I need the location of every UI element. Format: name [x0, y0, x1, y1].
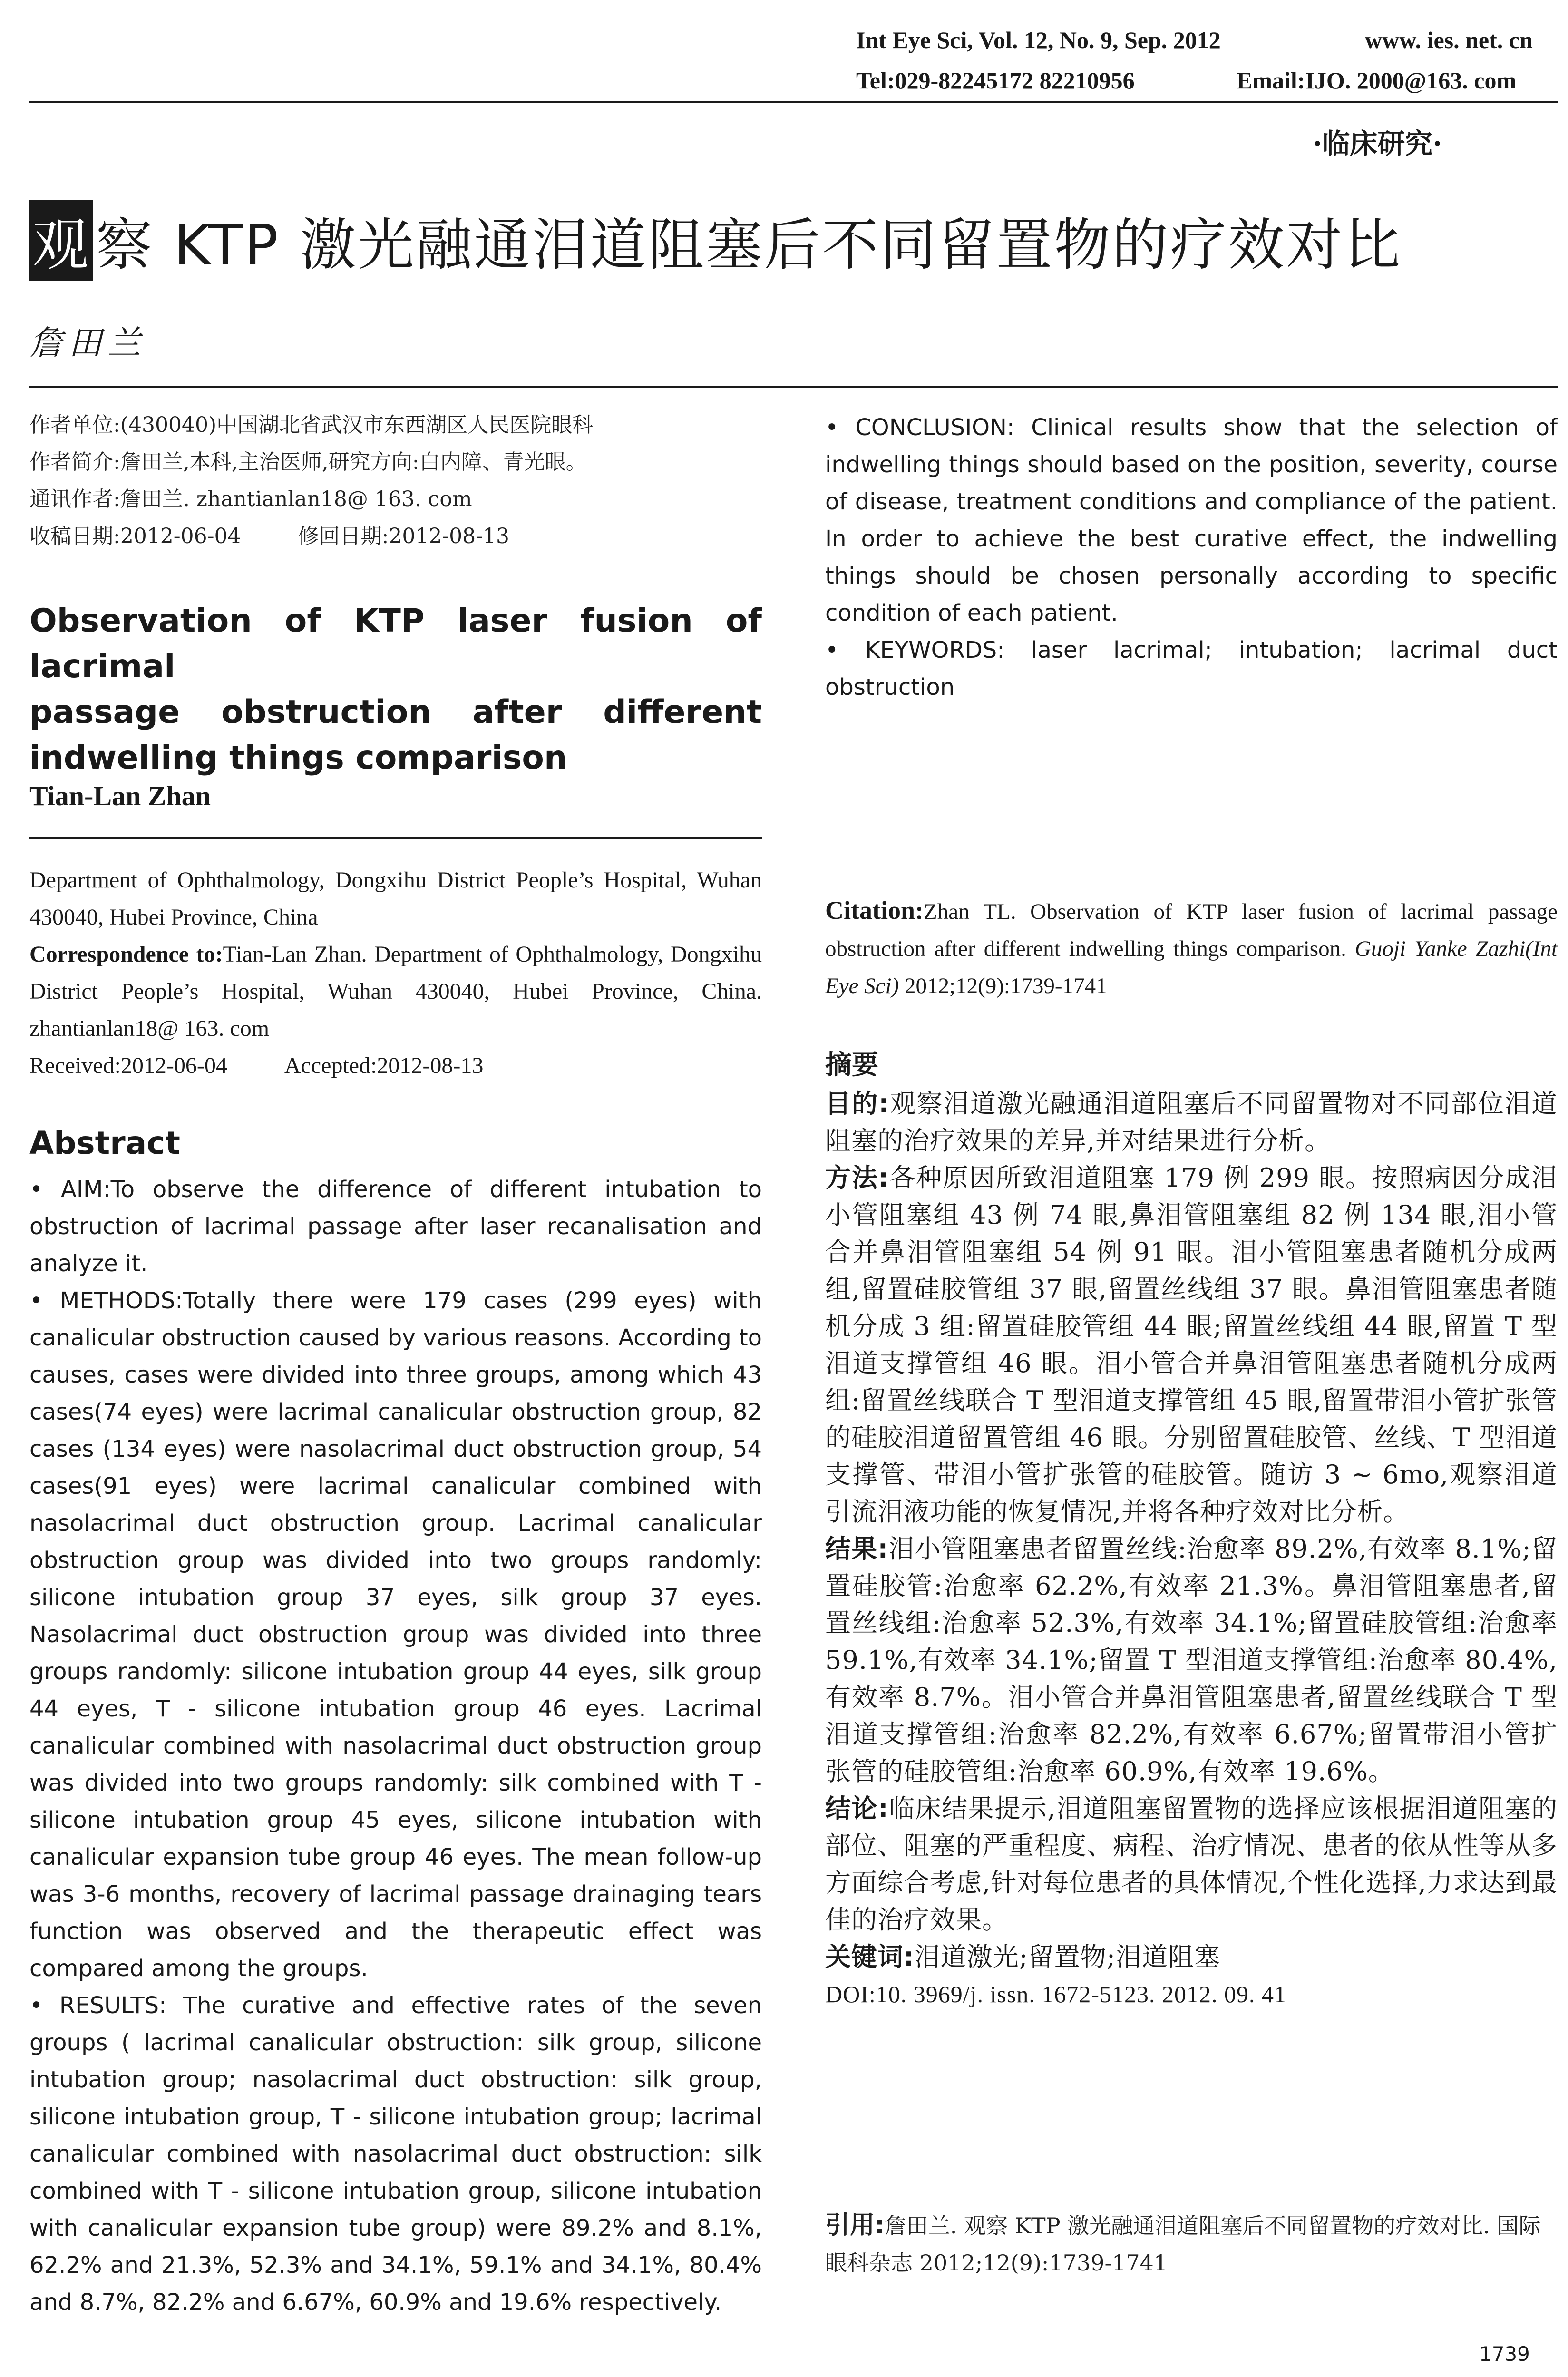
- abstract-cn-heading: 摘要: [825, 1050, 878, 1081]
- keywords-label: 关键词:: [825, 1942, 915, 1972]
- abstract-aim: • AIM:To observe the difference of different intubation to obstruction of lacrimal passage after laser recanalisation and analyze it.: [29, 1176, 762, 1277]
- methods-text: 各种原因所致泪道阻塞 179 例 299 眼。按照病因分成泪小管阻塞组 43 例 74 眼,鼻泪管阻塞组 82 例 134 眼,泪小管合并鼻泪管阻塞组 54 例 91 眼。泪小管阻塞患者随机分成两组,留置硅胶管组 37 眼,留置丝线组 37 眼。鼻泪管阻塞患者随机分成 3 组:留置硅胶管组 44 眼;留置丝线组 44 眼,留置 T 型泪道支撑管组 46 眼。泪小管合并鼻泪管阻塞患者随机分成两组:留置丝线联合 T 型泪道支撑管组 45 眼,留置带泪小管扩张管的硅胶泪道留置管组 46 眼。分别留置硅胶管、丝线、T 型泪道支撑管、带泪小管扩张管的硅胶管。随访 3 ~ 6mo,观察泪道引流泪液功能的恢复情况,并将各种疗效对比分析。: [825, 1163, 1558, 1527]
- abstract-keywords: • KEYWORDS: laser lacrimal; intubation; lacrimal duct obstruction: [825, 637, 1558, 701]
- section-label: ·临床研究·: [1313, 127, 1442, 160]
- received-accepted: [29, 1047, 762, 1084]
- abstract-cn-keywords: [825, 1939, 1558, 1976]
- english-title: [29, 598, 762, 781]
- received-date-cn: 收稿日期:2012-06-04: [29, 524, 241, 548]
- received-date: Received:2012-06-04: [29, 1053, 227, 1078]
- abstract-heading: Abstract: [29, 1125, 180, 1161]
- accepted-date: Accepted:2012-08-13: [284, 1053, 484, 1078]
- abstract-cn-purpose: [825, 1085, 1558, 1159]
- title-first-char: 观: [29, 200, 93, 281]
- correspondence-label: Correspondence to:: [29, 942, 223, 967]
- results-text: 泪小管阻塞患者留置丝线:治愈率 89.2%,有效率 8.1%;留置硅胶管:治愈率 62.2%,有效率 21.3%。鼻泪管阻塞患者,留置丝线组:治愈率 52.3%,有效率 34.1%;留置硅胶管组:治愈率 59.1%,有效率 34.1%;留置 T 型泪道支撑管组:治愈率 80.4%,有效率 8.7%。泪小管合并鼻泪管阻塞患者,留置丝线联合 T 型泪道支撑管组:治愈率 82.2%,有效率 6.67%;留置带泪小管扩张管的硅胶管组:治愈率 60.9%,有效率 19.6%。: [825, 1534, 1558, 1786]
- results-label: 结果:: [825, 1534, 889, 1564]
- journal-tel: Tel:029-82245172 82210956: [856, 67, 1135, 94]
- keywords-text: 泪道激光;留置物;泪道阻塞: [914, 1942, 1220, 1972]
- purpose-label: 目的:: [825, 1089, 889, 1119]
- citation-ref: 2012;12(9):1739-1741: [899, 974, 1107, 998]
- abstract-conclusion: • CONCLUSION: Clinical results show that the selection of indwelling things should based on the position, severity, course of disease, treatment conditions and compliance of the patient. In order to achieve the best curative effect, the indwelling things should be chosen personally according to specific condition of each patient.: [825, 414, 1558, 626]
- correspondence: [29, 936, 762, 1047]
- revised-date-cn: 修回日期:2012-08-13: [298, 524, 510, 548]
- title-rest: 察 KTP 激光融通泪道阻塞后不同留置物的疗效对比: [96, 212, 1402, 278]
- conclusion-label: 结论:: [825, 1793, 889, 1823]
- abstract-left: [29, 1171, 762, 2321]
- citation-label: Citation:: [825, 896, 924, 925]
- english-title-line: Observation of KTP laser fusion of lacrimal: [29, 602, 762, 685]
- english-title-line: passage obstruction after different: [29, 693, 762, 731]
- methods-label: 方法:: [825, 1163, 889, 1193]
- author-contact: 通讯作者:詹田兰. zhantianlan18@ 163. com: [29, 487, 472, 511]
- author-dates: [29, 518, 762, 555]
- journal-email: Email:IJO. 2000@163. com: [1237, 67, 1517, 94]
- page-number: 1739: [1479, 2342, 1530, 2366]
- affiliation-rule: [29, 837, 762, 839]
- english-title-line: indwelling things comparison: [29, 739, 567, 777]
- abstract-cn-doi: DOI:10. 3969/j. issn. 1672-5123. 2012. 09. 41: [825, 1981, 1286, 2007]
- citation-cn-label: 引用:: [825, 2211, 885, 2240]
- citation-journal: Guoji Yanke Zazhi(Int Eye Sci): [825, 936, 1558, 998]
- author-rule: [29, 386, 1558, 388]
- author-bio: 作者简介:詹田兰,本科,主治医师,研究方向:白内障、青光眼。: [29, 450, 587, 474]
- abstract-cn-conclusion: [825, 1790, 1558, 1939]
- abstract-right: [825, 409, 1558, 706]
- citation-en: [825, 892, 1558, 1004]
- author-name-cn: 詹田兰: [29, 323, 146, 362]
- affiliation-block: [29, 862, 762, 1084]
- department: Department of Ophthalmology, Dongxihu District People’s Hospital, Wuhan 430040, Hubei Province, China: [29, 867, 762, 930]
- purpose-text: 观察泪道激光融通泪道阻塞后不同留置物对不同部位泪道阻塞的治疗效果的差异,并对结果进行分析。: [825, 1089, 1558, 1156]
- citation-text: Zhan TL. Observation of KTP laser fusion of lacrimal passage obstruction after different indwelling things comparison.: [825, 899, 1558, 961]
- abstract-methods: • METHODS:Totally there were 179 cases (299 eyes) with canalicular obstruction caused by various reasons. According to causes, cases were divided into three groups, among which 43 cases(74 eyes) were lacrimal canalicular obstruction group, 82 cases (134 eyes) were nasolacrimal duct obstruction group, 54 cases(91 eyes) were lacrimal canalicular combined with nasolacrimal duct obstruction group. Lacrimal canalicular obstruction group was divided into two groups randomly: silicone intubation group 37 eyes, silk group 37 eyes. Nasolacrimal duct obstruction group was divided into three groups randomly: silicone intubation group 44 eyes, silk group 44 eyes, T - silicone intubation group 46 eyes. Lacrimal canalicular combined with nasolacrimal duct obstruction group was divided into two groups randomly: silk combined with T - silicone intubation group 45 eyes, silicone intubation with canalicular expansion tube group 46 eyes. The mean follow-up was 3-6 months, recovery of lacrimal passage drainaging tears function was observed and the therapeutic effect was compared among the groups.: [29, 1287, 762, 1982]
- abstract-cn-methods: [825, 1159, 1558, 1530]
- journal-website: www. ies. net. cn: [1365, 27, 1533, 53]
- citation-cn-text: 詹田兰. 观察 KTP 激光融通泪道阻塞后不同留置物的疗效对比. 国际眼科杂志 2012;12(9):1739-1741: [825, 2213, 1541, 2276]
- journal-issue: Int Eye Sci, Vol. 12, No. 9, Sep. 2012: [856, 27, 1221, 53]
- author-name-en: Tian-Lan Zhan: [29, 780, 211, 811]
- correspondence-text: Tian-Lan Zhan. Department of Ophthalmology, Dongxihu District People’s Hospital, Wuhan 430040, Hubei Province, China. zhantianlan18@ 163. com: [29, 942, 762, 1041]
- header-rule: [29, 101, 1558, 103]
- conclusion-text: 临床结果提示,泪道阻塞留置物的选择应该根据泪道阻塞的部位、阻塞的严重程度、病程、治疗情况、患者的依从性等从多方面综合考虑,针对每位患者的具体情况,个性化选择,力求达到最佳的治疗效果。: [825, 1793, 1558, 1935]
- abstract-results: • RESULTS: The curative and effective rates of the seven groups ( lacrimal canalicular obstruction: silk group, silicone intubation group; nasolacrimal duct obstruction: silk group, silicone intubation group, T - silicone intubation group; lacrimal canalicular combined with nasolacrimal duct obstruction: silk combined with T - silicone intubation group, silicone intubation with canalicular expansion tube group) were 89.2% and 8.1%, 62.2% and 21.3%, 52.3% and 34.1%, 59.1% and 34.1%, 80.4% and 8.7%, 82.2% and 6.67%, 60.9% and 19.6% respectively.: [29, 1992, 762, 2316]
- abstract-cn-results: [825, 1530, 1558, 1790]
- article-title: [29, 200, 1402, 281]
- abstract-cn: [825, 1085, 1558, 2013]
- author-unit: 作者单位:(430040)中国湖北省武汉市东西湖区人民医院眼科: [29, 413, 594, 437]
- author-info-block: [29, 407, 762, 555]
- citation-cn: [825, 2207, 1558, 2281]
